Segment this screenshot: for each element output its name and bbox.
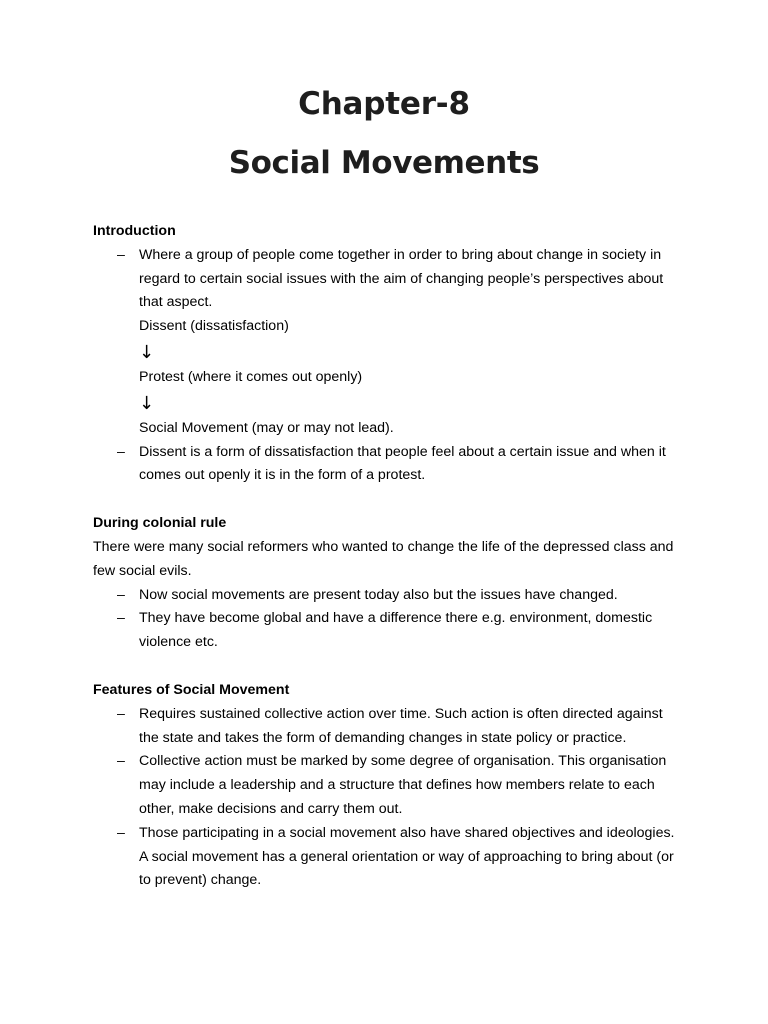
section-spacer bbox=[93, 488, 683, 512]
dash-bullet-icon: – bbox=[117, 586, 125, 603]
dash-bullet-icon: – bbox=[117, 610, 125, 627]
dash-bullet-icon: – bbox=[117, 246, 125, 263]
document-body bbox=[93, 220, 683, 893]
list-item bbox=[117, 703, 683, 751]
dash-bullet-icon: – bbox=[117, 824, 125, 841]
features-list bbox=[93, 703, 683, 893]
flow-step-social-movement: Social Movement (may or may not lead). bbox=[139, 419, 394, 436]
list-item-text: Collective action must be marked by some degree of organisation. This organisation may include a leadership and a structure that defines how members relate to each other, make decisions and carry them out. bbox=[139, 753, 667, 817]
list-item-text: Now social movements are present today also but the issues have changed. bbox=[139, 586, 618, 603]
introduction-list bbox=[93, 244, 683, 488]
flow-step-dissent: Dissent (dissatisfaction) bbox=[139, 318, 289, 335]
dash-bullet-icon: – bbox=[117, 443, 125, 460]
flow-step-protest: Protest (where it comes out openly) bbox=[139, 368, 363, 385]
section-heading-colonial-rule: During colonial rule bbox=[93, 515, 227, 532]
colonial-list bbox=[93, 584, 683, 655]
list-item bbox=[117, 244, 683, 441]
list-item bbox=[117, 584, 683, 608]
list-item-text: Those participating in a social movement also have shared objectives and ideologies. A social movement has a general orientation or way of approaching to bring about (or to prevent) change. bbox=[139, 824, 675, 889]
list-item-text: Dissent is a form of dissatisfaction that people feel about a certain issue and when it comes out openly it is in the form of a protest. bbox=[139, 443, 666, 484]
list-item-text: They have become global and have a difference there e.g. environment, domestic violence etc. bbox=[139, 610, 653, 651]
list-item bbox=[117, 750, 683, 821]
section-heading-features: Features of Social Movement bbox=[93, 681, 290, 698]
arrow-down-icon: ↓ bbox=[139, 341, 155, 363]
paragraph: There were many social reformers who wanted to change the life of the depressed class and few social evils. bbox=[93, 538, 674, 579]
list-item-text: Requires sustained collective action over time. Such action is often directed against the state and takes the form of demanding changes in state policy or practice. bbox=[139, 705, 663, 746]
list-item-text: Where a group of people come together in order to bring about change in society in regard to certain social issues with the aim of changing people’s perspectives about that aspect. bbox=[139, 246, 664, 311]
list-item bbox=[117, 441, 683, 489]
chapter-number: Chapter-8 bbox=[298, 86, 470, 122]
dash-bullet-icon: – bbox=[117, 705, 125, 722]
section-introduction bbox=[93, 220, 683, 488]
arrow-down-icon: ↓ bbox=[139, 392, 155, 414]
section-colonial-rule bbox=[93, 512, 683, 655]
section-features bbox=[93, 679, 683, 893]
section-heading-introduction: Introduction bbox=[93, 223, 176, 239]
list-item bbox=[117, 822, 683, 893]
chapter-title: Social Movements bbox=[228, 145, 540, 181]
list-item bbox=[117, 607, 683, 655]
section-spacer bbox=[93, 655, 683, 679]
dash-bullet-icon: – bbox=[117, 753, 125, 770]
